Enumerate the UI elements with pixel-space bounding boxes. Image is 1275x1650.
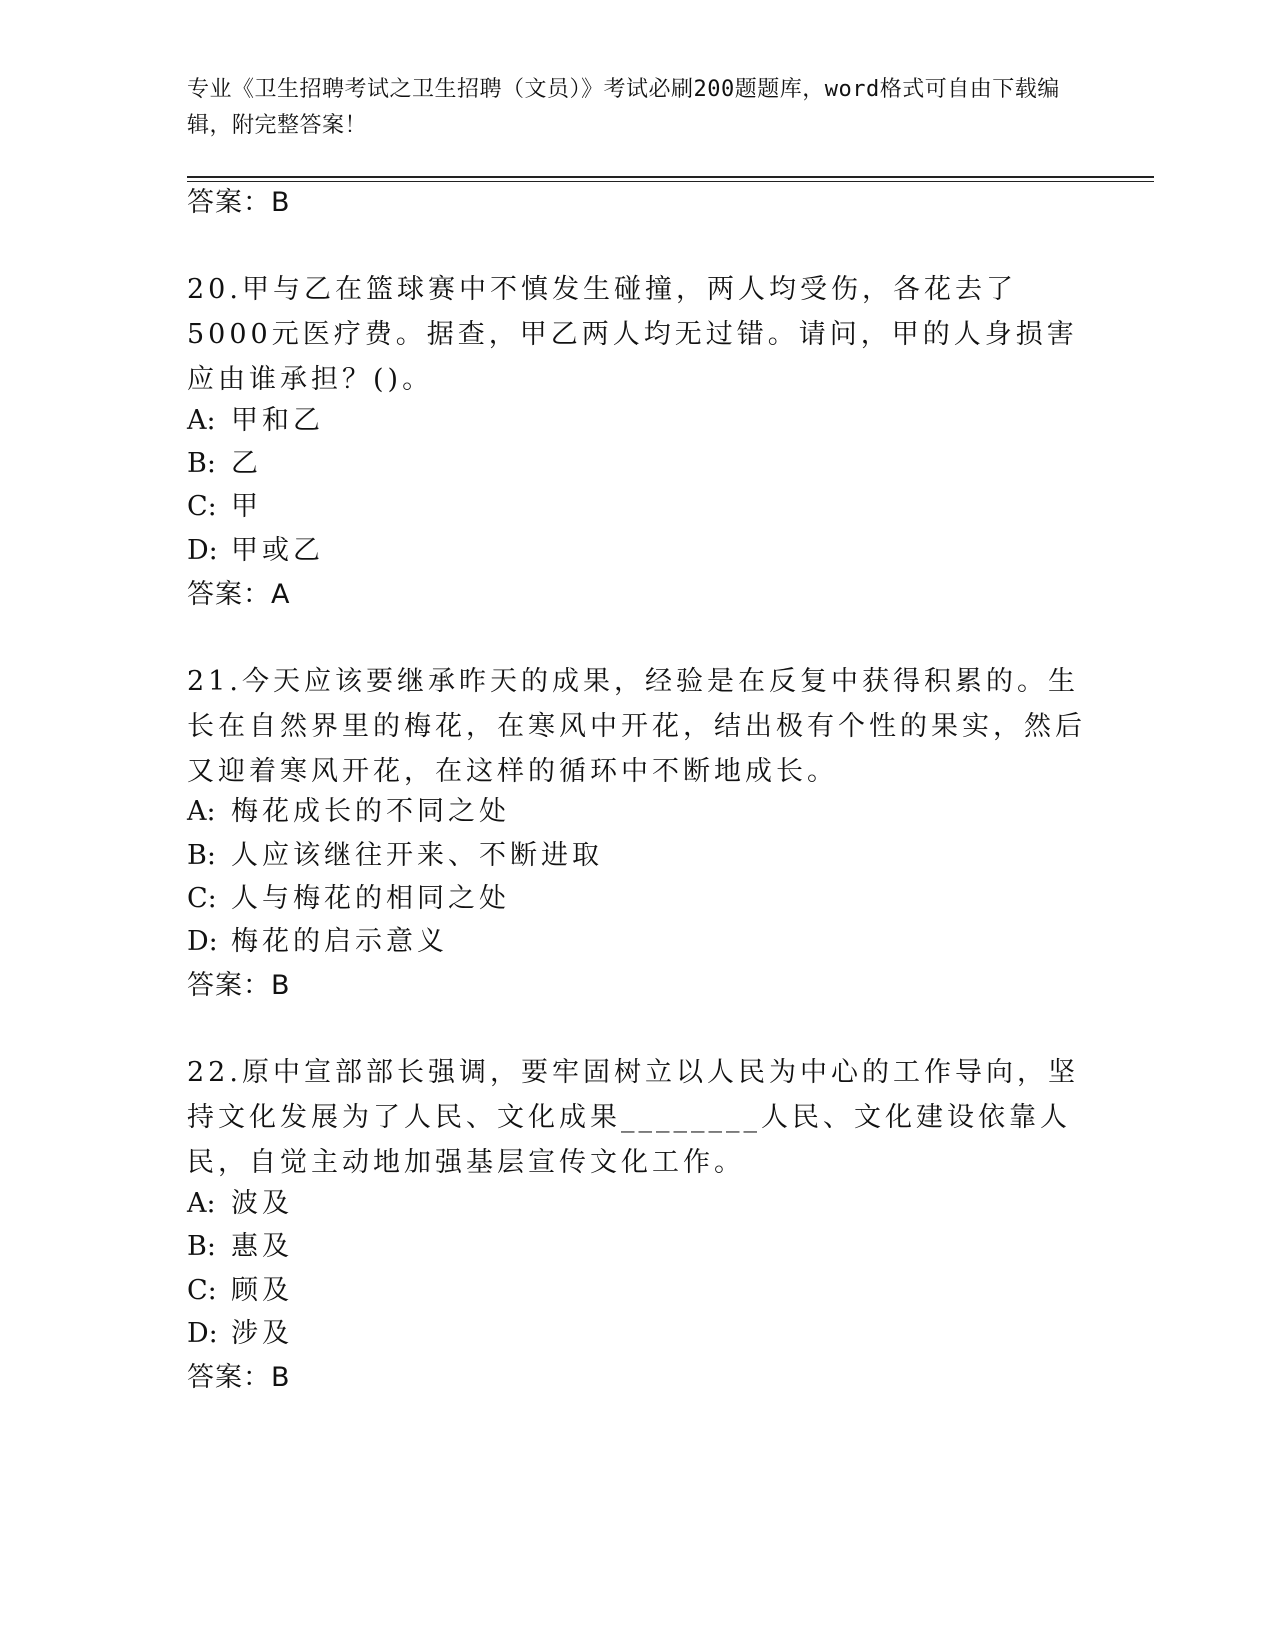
option-text: 梅花成长的不同之处 <box>231 796 510 827</box>
question-22-answer: 答案：B <box>187 1362 291 1393</box>
option-key: D: <box>187 1318 218 1349</box>
question-20-option-a <box>187 401 324 441</box>
question-22-stem: 22.原中宣部部长强调，要牢固树立以人民为中心的工作导向，坚持文化发展为了人民、文化成果________人民、文化建设依靠人民，自觉主动地加强基层宣传文化工作。 <box>187 1057 1079 1178</box>
header-rule <box>187 176 1154 178</box>
option-key: D: <box>187 535 218 566</box>
question-20-answer: 答案：A <box>187 579 291 610</box>
option-key: B: <box>187 1231 216 1262</box>
option-text: 人与梅花的相同之处 <box>231 883 510 914</box>
question-21-answer: 答案：B <box>187 970 291 1001</box>
answer-19: 答案：B <box>187 187 291 218</box>
option-key: A: <box>187 1188 216 1219</box>
option-text: 涉及 <box>231 1318 293 1349</box>
question-21-option-c <box>187 879 510 919</box>
option-key: C: <box>187 883 217 914</box>
question-21-option-a <box>187 792 510 832</box>
option-key: B: <box>187 840 216 871</box>
question-21-option-d <box>187 922 448 962</box>
question-22-option-c <box>187 1271 293 1311</box>
question-20-stem: 20.甲与乙在篮球赛中不慎发生碰撞，两人均受伤，各花去了5000元医疗费。据查，甲乙两人均无过错。请问，甲的人身损害应由谁承担？()。 <box>187 274 1078 395</box>
question-21-stem: 21.今天应该要继承昨天的成果，经验是在反复中获得积累的。生长在自然界里的梅花，在寒风中开花，结出极有个性的果实，然后又迎着寒风开花，在这样的循环中不断地成长。 <box>187 666 1086 787</box>
question-22-option-d <box>187 1314 293 1354</box>
option-text: 波及 <box>231 1188 293 1219</box>
option-text: 甲或乙 <box>231 535 324 566</box>
question-20-option-b <box>187 444 262 484</box>
question-20-option-d <box>187 531 324 571</box>
option-key: D: <box>187 926 218 957</box>
option-text: 惠及 <box>231 1231 293 1262</box>
option-key: C: <box>187 491 217 522</box>
option-text: 人应该继往开来、不断进取 <box>231 840 603 871</box>
header-rule-thin <box>187 181 1154 182</box>
document-header: 专业《卫生招聘考试之卫生招聘（文员）》考试必刷200题题库，word格式可自由下载编辑，附完整答案！ <box>187 77 1060 138</box>
option-key: B: <box>187 448 216 479</box>
question-20-option-c <box>187 487 262 527</box>
option-text: 乙 <box>231 448 262 479</box>
question-22-option-a <box>187 1184 293 1224</box>
question-21-option-b <box>187 836 603 876</box>
option-text: 顾及 <box>231 1275 293 1306</box>
option-text: 甲 <box>231 491 262 522</box>
option-key: A: <box>187 796 216 827</box>
question-22-option-b <box>187 1227 293 1267</box>
option-text: 甲和乙 <box>231 405 324 436</box>
option-text: 梅花的启示意义 <box>231 926 448 957</box>
option-key: C: <box>187 1275 217 1306</box>
option-key: A: <box>187 405 216 436</box>
